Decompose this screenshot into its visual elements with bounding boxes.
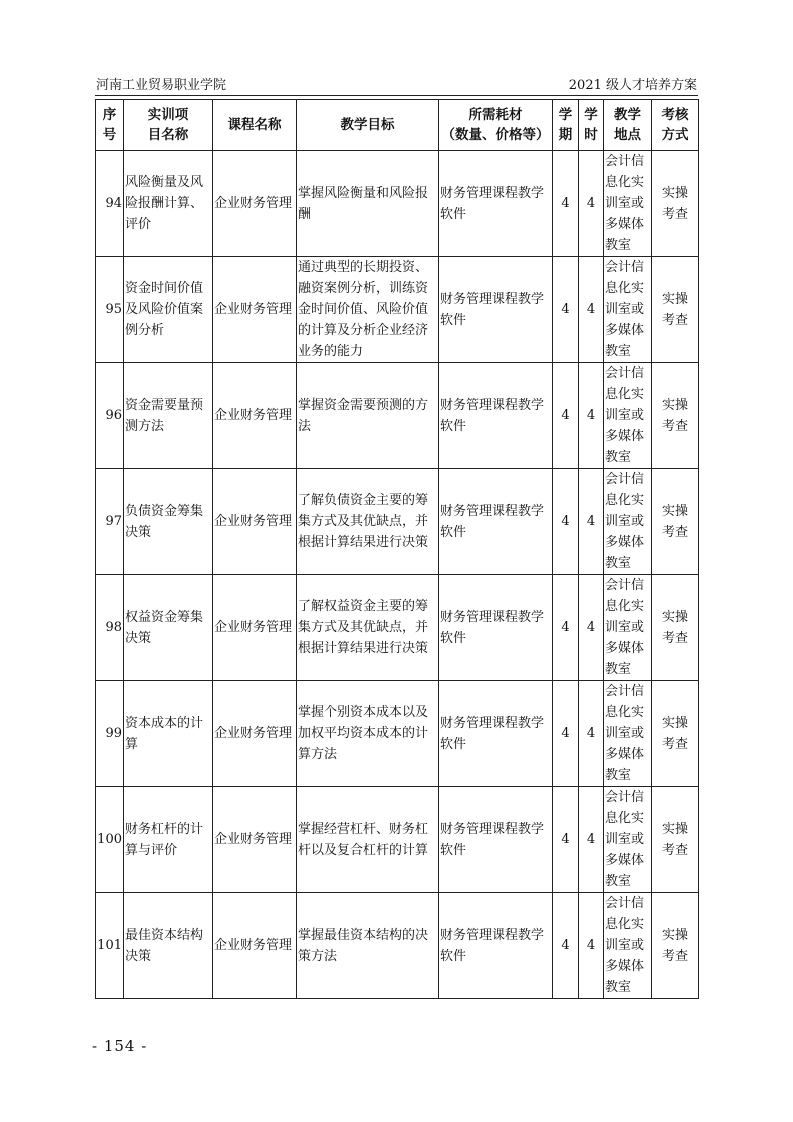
cell-assessment: 实操考查: [652, 363, 699, 469]
cell-location: 会计信息化实训室或多媒体教室: [604, 469, 652, 575]
cell-materials: 财务管理课程教学软件: [439, 575, 553, 681]
table-row: [96, 893, 699, 999]
cell-assessment: 实操考查: [652, 575, 699, 681]
cell-row-number: 97: [96, 469, 124, 575]
cell-assessment: 实操考查: [652, 151, 699, 257]
cell-project-name: 风险衡量及风险报酬计算、评价: [124, 151, 213, 257]
cell-location: 会计信息化实训室或多媒体教室: [604, 681, 652, 787]
column-header: [553, 100, 579, 151]
cell-hours: 4: [579, 257, 604, 363]
column-header: [96, 100, 124, 151]
cell-course-name: 企业财务管理: [213, 257, 297, 363]
column-header-line2: （数量、价格等）: [441, 127, 550, 143]
cell-course-name: 企业财务管理: [213, 575, 297, 681]
column-header: [604, 100, 652, 151]
cell-term: 4: [553, 363, 579, 469]
cell-materials: 财务管理课程教学软件: [439, 787, 553, 893]
column-header: [579, 100, 604, 151]
header-institution: 河南工业贸易职业学院: [96, 78, 227, 93]
table-row: [96, 257, 699, 363]
column-header-line2: 期: [558, 127, 573, 143]
cell-row-number: 94: [96, 151, 124, 257]
cell-teaching-goal: 掌握个别资本成本以及加权平均资本成本的计算方法: [297, 681, 439, 787]
cell-hours: 4: [579, 151, 604, 257]
column-header-line1: 考核: [661, 107, 689, 123]
header-plan-title: 2021 级人才培养方案: [568, 78, 697, 93]
column-header-line2: 目名称: [147, 127, 189, 143]
table-row: [96, 151, 699, 257]
cell-teaching-goal: 掌握资金需要预测的方法: [297, 363, 439, 469]
cell-project-name: 财务杠杆的计算与评价: [124, 787, 213, 893]
cell-assessment: 实操考查: [652, 469, 699, 575]
cell-hours: 4: [579, 787, 604, 893]
cell-project-name: 负债资金筹集决策: [124, 469, 213, 575]
table-header-row: [96, 100, 699, 151]
cell-location: 会计信息化实训室或多媒体教室: [604, 893, 652, 999]
cell-location: 会计信息化实训室或多媒体教室: [604, 787, 652, 893]
cell-hours: 4: [579, 681, 604, 787]
training-projects-table: [95, 99, 699, 999]
cell-row-number: 98: [96, 575, 124, 681]
table-body: [96, 151, 699, 999]
cell-term: 4: [553, 257, 579, 363]
table-row: [96, 575, 699, 681]
table-row: [96, 787, 699, 893]
cell-teaching-goal: 掌握经营杠杆、财务杠杆以及复合杠杆的计算: [297, 787, 439, 893]
cell-teaching-goal: 掌握最佳资本结构的决策方法: [297, 893, 439, 999]
cell-assessment: 实操考查: [652, 257, 699, 363]
cell-teaching-goal: 了解负债资金主要的筹集方式及其优缺点，并根据计算结果进行决策: [297, 469, 439, 575]
column-header-line1: 教学: [614, 107, 641, 123]
cell-teaching-goal: 通过典型的长期投资、融资案例分析，训练资金时间价值、风险价值的计算及分析企业经济业务的能力: [297, 257, 439, 363]
cell-hours: 4: [579, 893, 604, 999]
cell-course-name: 企业财务管理: [213, 363, 297, 469]
cell-hours: 4: [579, 469, 604, 575]
column-header: [652, 100, 699, 151]
column-header-line1: 所需耗材: [468, 107, 523, 123]
cell-row-number: 99: [96, 681, 124, 787]
cell-project-name: 资金时间价值及风险价值案例分析: [124, 257, 213, 363]
header-rule: [95, 95, 698, 96]
column-header: [297, 100, 439, 151]
column-header: [124, 100, 213, 151]
cell-course-name: 企业财务管理: [213, 151, 297, 257]
cell-location: 会计信息化实训室或多媒体教室: [604, 363, 652, 469]
cell-materials: 财务管理课程教学软件: [439, 363, 553, 469]
cell-term: 4: [553, 575, 579, 681]
cell-project-name: 最佳资本结构决策: [124, 893, 213, 999]
table-row: [96, 469, 699, 575]
column-header-line1: 学: [558, 107, 573, 123]
column-header-line1: 序: [102, 107, 117, 123]
cell-course-name: 企业财务管理: [213, 787, 297, 893]
column-header-line1: 教学目标: [340, 117, 395, 133]
column-header-line2: 时: [584, 127, 598, 143]
cell-hours: 4: [579, 575, 604, 681]
cell-assessment: 实操考查: [652, 681, 699, 787]
column-header: [213, 100, 297, 151]
cell-project-name: 资金需要量预测方法: [124, 363, 213, 469]
cell-location: 会计信息化实训室或多媒体教室: [604, 151, 652, 257]
column-header-line2: 方式: [661, 127, 689, 143]
cell-term: 4: [553, 469, 579, 575]
cell-teaching-goal: 掌握风险衡量和风险报酬: [297, 151, 439, 257]
cell-term: 4: [553, 151, 579, 257]
cell-materials: 财务管理课程教学软件: [439, 469, 553, 575]
cell-course-name: 企业财务管理: [213, 469, 297, 575]
cell-row-number: 101: [96, 893, 124, 999]
column-header: [439, 100, 553, 151]
cell-materials: 财务管理课程教学软件: [439, 681, 553, 787]
cell-term: 4: [553, 787, 579, 893]
cell-course-name: 企业财务管理: [213, 681, 297, 787]
column-header-line2: 地点: [614, 127, 641, 143]
table-row: [96, 681, 699, 787]
cell-term: 4: [553, 893, 579, 999]
cell-hours: 4: [579, 363, 604, 469]
column-header-line2: 号: [102, 127, 117, 143]
cell-term: 4: [553, 681, 579, 787]
cell-location: 会计信息化实训室或多媒体教室: [604, 575, 652, 681]
cell-row-number: 96: [96, 363, 124, 469]
cell-project-name: 资本成本的计算: [124, 681, 213, 787]
cell-assessment: 实操考查: [652, 787, 699, 893]
table-row: [96, 363, 699, 469]
page-number: - 154 -: [92, 1037, 148, 1055]
cell-materials: 财务管理课程教学软件: [439, 257, 553, 363]
cell-row-number: 95: [96, 257, 124, 363]
column-header-line1: 课程名称: [227, 117, 282, 133]
cell-course-name: 企业财务管理: [213, 893, 297, 999]
cell-project-name: 权益资金筹集决策: [124, 575, 213, 681]
cell-row-number: 100: [96, 787, 124, 893]
cell-teaching-goal: 了解权益资金主要的筹集方式及其优缺点，并根据计算结果进行决策: [297, 575, 439, 681]
cell-location: 会计信息化实训室或多媒体教室: [604, 257, 652, 363]
column-header-line1: 实训项: [147, 107, 189, 123]
column-header-line1: 学: [584, 107, 598, 123]
cell-materials: 财务管理课程教学软件: [439, 151, 553, 257]
cell-materials: 财务管理课程教学软件: [439, 893, 553, 999]
cell-assessment: 实操考查: [652, 893, 699, 999]
